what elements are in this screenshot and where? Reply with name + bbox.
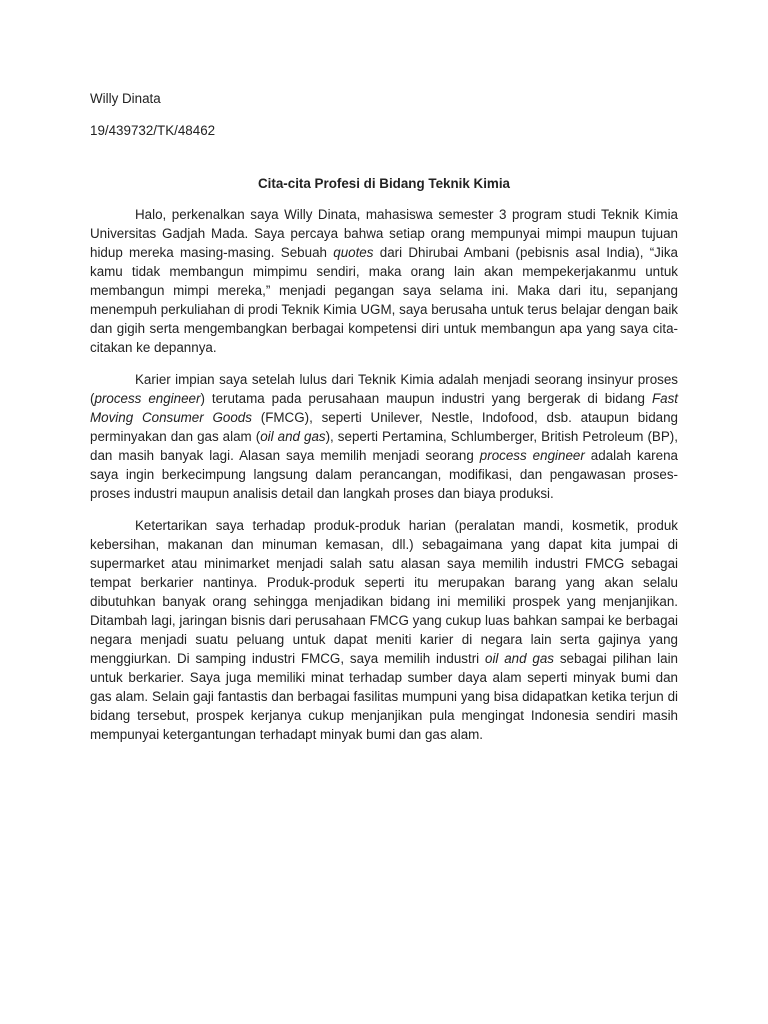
italic-run: process engineer: [479, 448, 585, 463]
text-run: dari Dhirubai Ambani (pebisnis asal India), “Jika kamu tidak membangun mimpimu sendiri, maka orang lain akan mempekerjakanmu untuk membangun mimpi mereka,” menjadi pegangan saya selama ini. Maka dari itu, sepanjang menempuh perkuliahan di prodi Teknik Kimia UGM, saya berusaha untuk terus belajar dengan baik dan gigih serta mengembangkan berbagai kompetensi diri untuk membangun apa yang saya cita-citakan ke depannya.: [90, 245, 678, 355]
document-page: [90, 90, 678, 757]
text-run: adalah karena saya ingin berkecimpung langsung dalam perancangan, modifikasi, dan pengawasan proses-proses industri maupun analisis detail dan langkah proses dan biaya produksi.: [90, 448, 678, 501]
text-run: ), seperti Pertamina, Schlumberger, British Petroleum (BP), dan masih banyak lagi. Alasan saya memilih menjadi seorang: [90, 429, 678, 463]
text-run: Ketertarikan saya terhadap produk-produk harian (peralatan mandi, kosmetik, produk kebersihan, makanan dan minuman kemasan, dll.) sebagaimana yang dapat kita jumpai di supermarket atau minimarket menjadi salah satu alasan saya memilih industri FMCG sebagai tempat berkarier nantinya. Produk-produk seperti itu merupakan barang yang akan selalu dibutuhkan banyak orang sehingga menjadikan bidang ini memiliki prospek yang menjanjikan. Ditambah lagi, jaringan bisnis dari perusahaan FMCG yang cukup luas bahkan sampai ke berbagai negara menjadi suatu peluang untuk dapat meniti karier di negara lain serta gajinya yang menggiurkan. Di samping industri FMCG, saya memilih industri: [90, 518, 678, 666]
text-run: sebagai pilihan lain untuk berkarier. Saya juga memiliki minat terhadap sumber daya alam seperti minyak bumi dan gas alam. Selain gaji fantastis dan berbagai fasilitas mumpuni yang bisa didapatkan ketika terjun di bidang tersebut, prospek kerjanya cukup menjanjikan pula mengingat Indonesia sendiri masih mempunyai ketergantungan terhadapt minyak bumi dan gas alam.: [90, 651, 678, 742]
italic-run: oil and gas: [485, 651, 555, 666]
text-run: Karier impian saya setelah lulus dari Teknik Kimia adalah menjadi seorang insinyur proses (: [90, 372, 678, 406]
italic-run: Fast Moving Consumer Goods: [90, 391, 678, 425]
italic-run: quotes: [333, 245, 374, 260]
essay-title: Cita-cita Profesi di Bidang Teknik Kimia: [258, 176, 510, 191]
text-run: ) terutama pada perusahaan maupun industri yang bergerak di bidang: [200, 391, 652, 406]
author-name: Willy Dinata: [90, 91, 161, 106]
student-id: 19/439732/TK/48462: [90, 123, 216, 138]
paragraph-1: [90, 205, 678, 357]
italic-run: process engineer: [94, 391, 201, 406]
text-run: Halo, perkenalkan saya Willy Dinata, mahasiswa semester 3 program studi Teknik Kimia Universitas Gadjah Mada. Saya percaya bahwa setiap orang mempunyai mimpi maupun tujuan hidup mereka masing-masing. Sebuah: [90, 207, 678, 260]
paragraph-3: [90, 516, 678, 744]
text-run: (FMCG), seperti Unilever, Nestle, Indofood, dsb. ataupun bidang perminyakan dan gas alam (: [90, 410, 678, 444]
italic-run: oil and gas: [260, 429, 326, 444]
paragraph-2: [90, 370, 678, 503]
